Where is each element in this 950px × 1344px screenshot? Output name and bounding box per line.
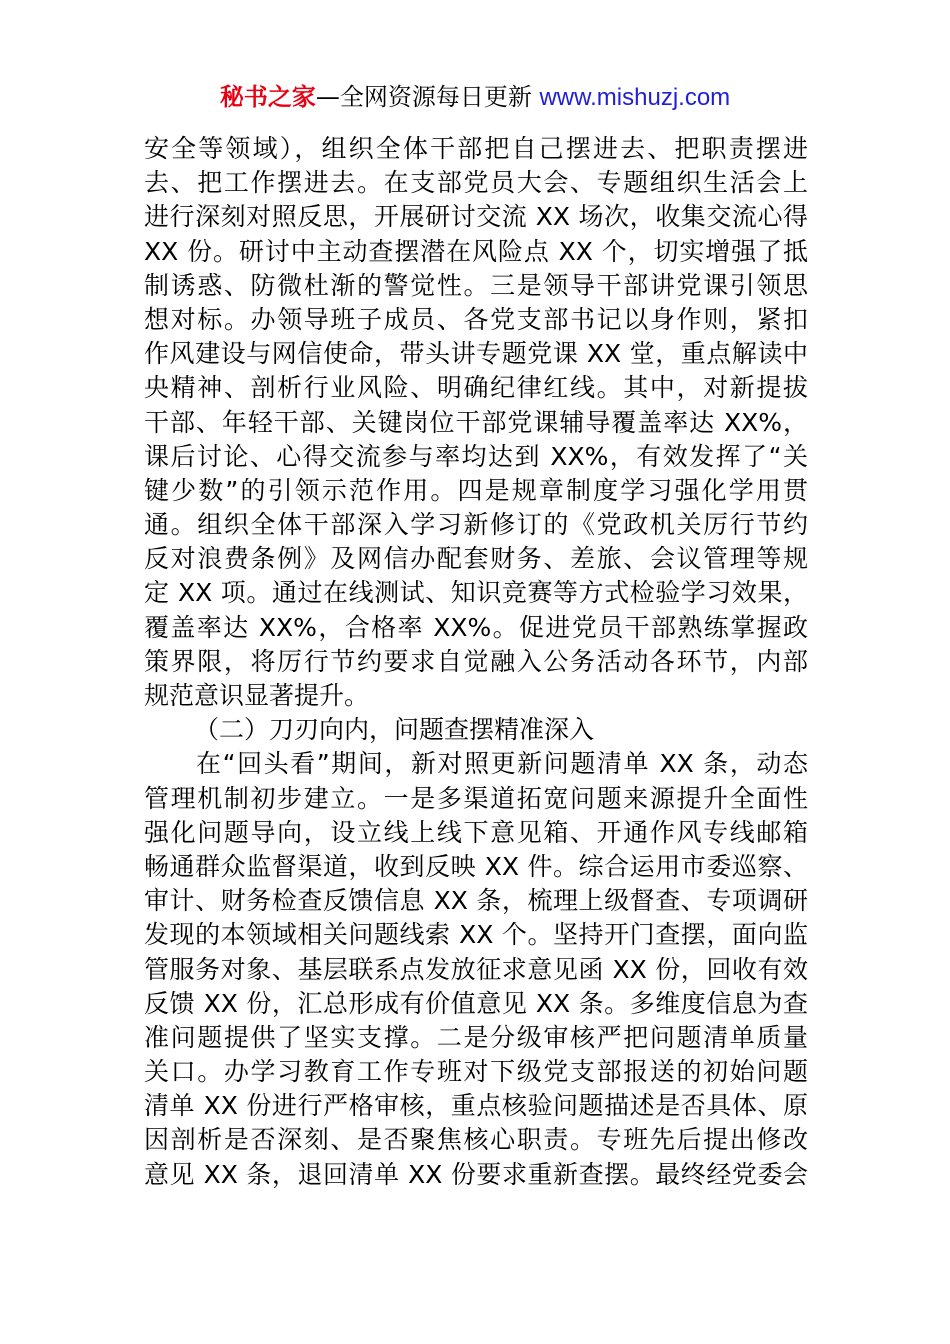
site-header (0, 80, 950, 115)
body-line: 课后讨论、心得交流参与率均达到 XX%，有效发挥了“关 (144, 441, 808, 471)
body-line: 策界限，将厉行节约要求自觉融入公务活动各环节，内部 (144, 646, 808, 676)
body-line: 反对浪费条例》及网信办配套财务、差旅、会议管理等规 (144, 544, 808, 574)
body-line: 发现的本领域相关问题线索 XX 个。坚持开门查摆，面向监 (144, 920, 808, 950)
body-line: 意见 XX 条，退回清单 XX 份要求重新查摆。最终经党委会 (144, 1159, 808, 1189)
body-line: 规范意识显著提升。 (144, 681, 370, 710)
body-line: 想对标。办领导班子成员、各党支部书记以身作则，紧扣 (144, 304, 808, 334)
site-brand: 秘书之家 (219, 83, 316, 111)
body-line: 覆盖率达 XX%，合格率 XX%。促进党员干部熟练掌握政 (144, 612, 808, 642)
body-line: 关口。办学习教育工作专班对下级党支部报送的初始问题 (144, 1057, 808, 1087)
body-line: 通。组织全体干部深入学习新修订的《党政机关厉行节约 (144, 510, 808, 540)
body-line: 安全等领域），组织全体干部把自己摆进去、把职责摆进 (144, 134, 808, 163)
body-line: XX 份。研讨中主动查摆潜在风险点 XX 个，切实增强了抵 (144, 236, 808, 266)
body-line: 定 XX 项。通过在线测试、知识竞赛等方式检验学习效果， (144, 578, 808, 608)
body-line: 审计、财务检查反馈信息 XX 条，梳理上级督查、专项调研 (144, 886, 808, 916)
body-line: 强化问题导向，设立线上线下意见箱、开通作风专线邮箱 (144, 817, 808, 847)
body-line: 去、把工作摆进去。在支部党员大会、专题组织生活会上 (144, 168, 808, 198)
section-heading: （二）刀刃向内，问题查摆精准深入 (194, 715, 595, 745)
site-tagline: —全网资源每日更新 (315, 83, 540, 111)
body-line: 因剖析是否深刻、是否聚焦核心职责。专班先后提出修改 (144, 1125, 808, 1155)
body-line: 进行深刻对照反思，开展研讨交流 XX 场次，收集交流心得 (144, 202, 808, 232)
body-line: 畅通群众监督渠道，收到反映 XX 件。综合运用市委巡察、 (144, 851, 808, 881)
body-line: 键少数”的引领示范作用。四是规章制度学习强化学用贯 (144, 475, 808, 505)
document-body (144, 132, 808, 1192)
body-line: 制诱惑、防微杜渐的警觉性。三是领导干部讲党课引领思 (144, 270, 808, 300)
site-url-link[interactable]: www.mishuzj.com (539, 84, 731, 111)
body-line: 央精神、剖析行业风险、明确纪律红线。其中，对新提拔 (144, 373, 808, 403)
body-line: 在“回头看”期间，新对照更新问题清单 XX 条，动态 (196, 749, 808, 779)
body-line: 作风建设与网信使命，带头讲专题党课 XX 堂，重点解读中 (144, 339, 808, 369)
body-line: 干部、年轻干部、关键岗位干部党课辅导覆盖率达 XX%， (144, 407, 808, 437)
body-line: 管服务对象、基层联系点发放征求意见函 XX 份，回收有效 (144, 954, 808, 984)
body-line: 准问题提供了坚实支撑。二是分级审核严把问题清单质量 (144, 1022, 808, 1052)
body-line: 清单 XX 份进行严格审核，重点核验问题描述是否具体、原 (144, 1091, 808, 1121)
body-line: 管理机制初步建立。一是多渠道拓宽问题来源提升全面性 (144, 783, 808, 813)
body-line: 反馈 XX 份，汇总形成有价值意见 XX 条。多维度信息为查 (144, 988, 808, 1018)
